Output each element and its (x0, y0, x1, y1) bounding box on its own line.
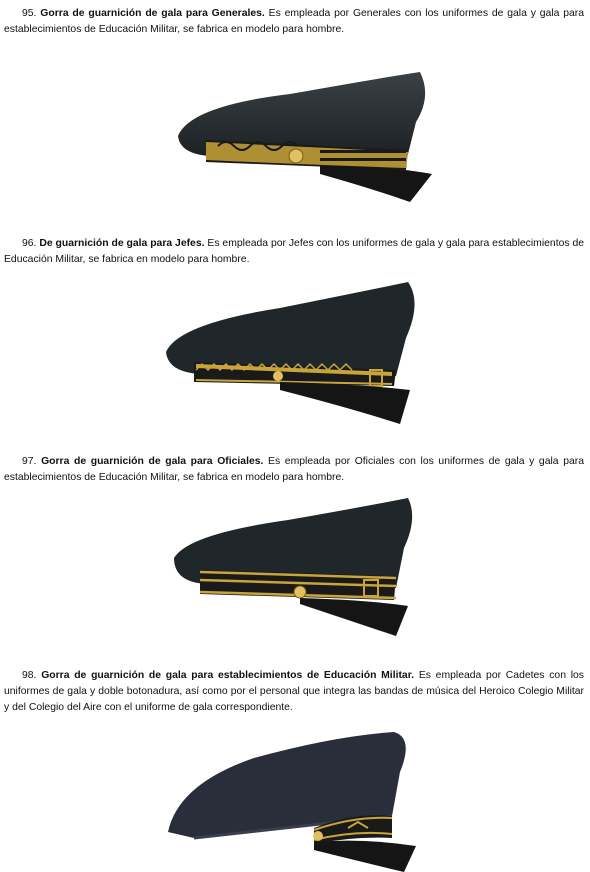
item-description: Es empleada por Oficiales con los uniformes de gala y gala para establecimientos de Educación Militar, se fabrica en modelo para hombre. (4, 456, 584, 483)
item-title: Gorra de guarnición de gala para Oficiales. (41, 456, 264, 467)
item-number: 97. (22, 456, 37, 467)
officer-cap-image (168, 496, 418, 636)
item-title: De guarnición de gala para Jefes. (39, 238, 205, 249)
item-98-paragraph (4, 668, 584, 716)
chief-cap-image (160, 278, 422, 426)
item-number: 95. (22, 8, 37, 19)
item-title: Gorra de guarnición de gala para Generales. (40, 8, 265, 19)
cadet-cap-image (164, 728, 426, 872)
item-95-paragraph (4, 6, 584, 38)
item-97-paragraph (4, 454, 584, 486)
item-description: Es empleada por Generales con los uniformes de gala y gala para establecimientos de Educación Militar, se fabrica en modelo para hombre. (4, 8, 585, 35)
item-number: 96. (22, 238, 37, 249)
item-description: Es empleada por Jefes con los uniformes de gala y gala para establecimientos de Educación Militar, se fabrica en modelo para hombre. (4, 238, 585, 265)
general-cap-image (170, 66, 432, 206)
item-number: 98. (22, 670, 37, 681)
item-96-paragraph (4, 236, 584, 268)
item-description: Es empleada por Cadetes con los uniformes de gala y doble botonadura, así como por el personal que integra las bandas de música del Heroico Colegio Militar y del Colegio del Aire con el uniforme de gala correspondiente. (4, 670, 584, 713)
item-title: Gorra de guarnición de gala para establecimientos de Educación Militar. (41, 670, 415, 681)
